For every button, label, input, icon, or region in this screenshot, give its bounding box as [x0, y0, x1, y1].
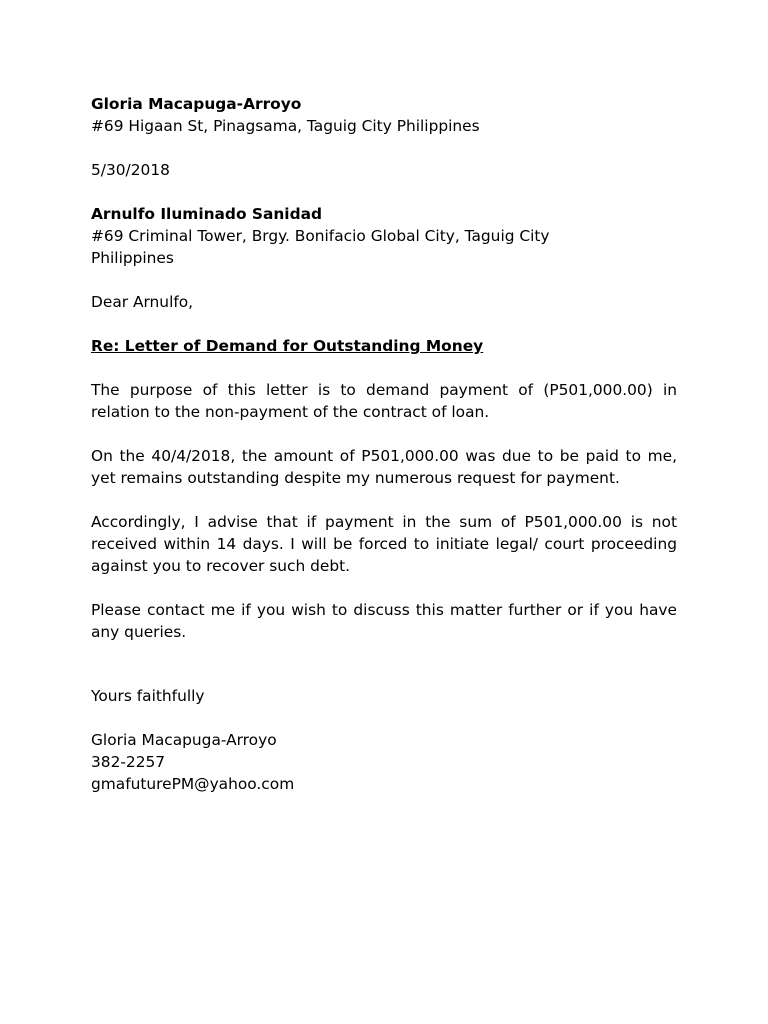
- sender-name: Gloria Macapuga-Arroyo: [91, 95, 302, 113]
- signature-name: Gloria Macapuga-Arroyo: [91, 731, 277, 749]
- signature-email: gmafuturePM@yahoo.com: [91, 775, 295, 793]
- signature-block: [91, 729, 677, 795]
- recipient-address-line1: #69 Criminal Tower, Brgy. Bonifacio Global City, Taguig City: [91, 227, 550, 245]
- letter-subject: Re: Letter of Demand for Outstanding Money: [91, 337, 484, 355]
- recipient-block: [91, 203, 677, 269]
- body-paragraph-warning: Accordingly, I advise that if payment in the sum of P501,000.00 is not received within 14 days. I will be forced to initiate legal/ court proceeding against you to recover such debt.: [91, 513, 677, 575]
- recipient-address-line2: Philippines: [91, 249, 174, 267]
- salutation: Dear Arnulfo,: [91, 293, 194, 311]
- body-paragraph-contact: Please contact me if you wish to discuss this matter further or if you have any queries.: [91, 601, 677, 641]
- closing: Yours faithfully: [91, 687, 205, 705]
- recipient-name: Arnulfo Iluminado Sanidad: [91, 205, 323, 223]
- signature-phone: 382-2257: [91, 753, 166, 771]
- body-paragraph-due-amount: On the 40/4/2018, the amount of P501,000.00 was due to be paid to me, yet remains outstanding despite my numerous request for payment.: [91, 447, 677, 487]
- sender-address: #69 Higaan St, Pinagsama, Taguig City Philippines: [91, 117, 480, 135]
- body-paragraph-purpose: The purpose of this letter is to demand payment of (P501,000.00) in relation to the non-payment of the contract of loan.: [91, 381, 677, 421]
- demand-letter: [91, 93, 677, 795]
- letter-date: 5/30/2018: [91, 161, 170, 179]
- sender-block: [91, 93, 677, 137]
